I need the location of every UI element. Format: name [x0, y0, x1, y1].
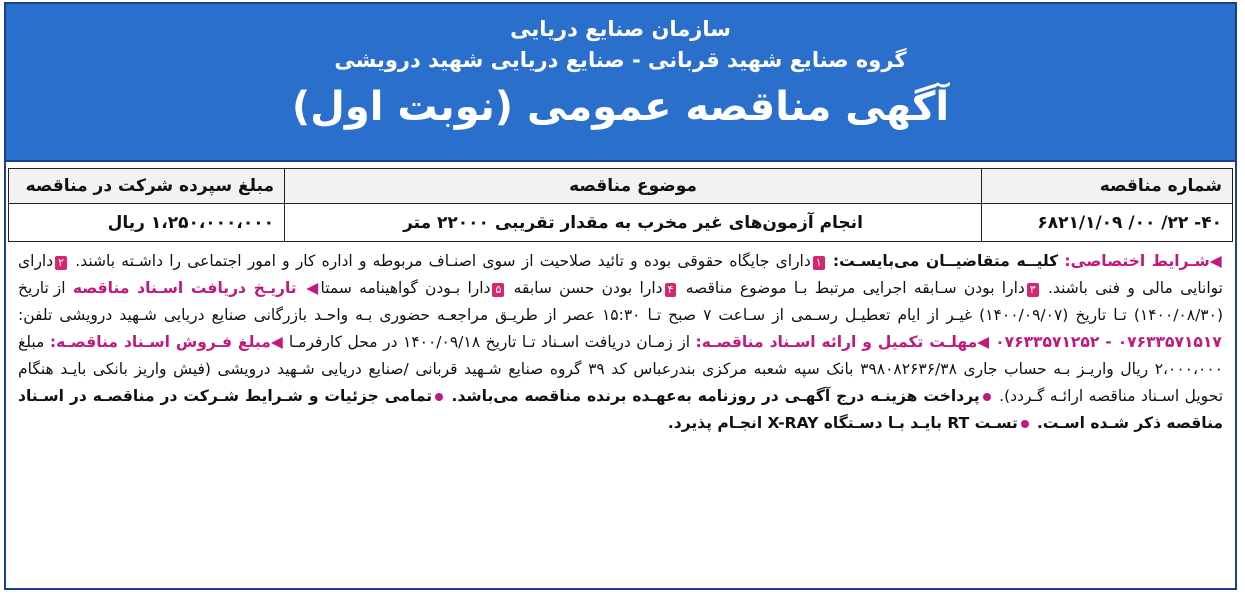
deadline-text: از زمـان دریافت اسـناد تـا تاریخ ۱۴۰۰/۰۹/۱۸ در محل کارفرمـا — [288, 333, 691, 351]
receipt-label: تاریـخ دریافت اسـناد مناقصه — [72, 279, 297, 297]
col-tender-subject: موضوع مناقصه — [285, 169, 982, 204]
condition-1: دارای جایگاه حقوقی بوده و تائید صلاحیت از سوی اصنـاف مربوطه و اداره کار و امور اجتماعی را داشـته باشند. — [75, 252, 811, 270]
tender-subject: انجام آزمون‌های غیر مخرب به مقدار تقریبی ۲۲۰۰۰ متر — [285, 204, 982, 242]
col-deposit: مبلغ سپرده شرکت در مناقصه — [9, 169, 285, 204]
condition-3: دارا بودن سـابقه اجرایی مرتبط بـا موضوع مناقصه — [685, 279, 1025, 297]
item-number-badge: ۲ — [55, 256, 67, 270]
table-header-row — [9, 169, 1233, 204]
note-details: تمامی جزئیات و شـرایط شـرکت در مناقصـه در اسـناد مناقصه ذکر شـده اسـت. — [18, 387, 1223, 432]
arrow-marker-icon: ◀ — [270, 333, 284, 351]
item-number-badge: ۱ — [813, 256, 825, 270]
conditions-label: شـرایط اختصاصی: — [1064, 252, 1210, 270]
item-number-badge: ۳ — [1027, 283, 1039, 297]
notice-body — [6, 242, 1235, 437]
arrow-marker-icon: ◀ — [977, 333, 990, 351]
sale-text: مبلغ ۲،۰۰۰،۰۰۰ ریال واریـز بـه حساب جاری ۳۹۸۰۸۲۶۳۶/۳۸ بانک سپه شعبه مرکزی بندرعباس کد ۳۹ گروه صنایع شـهید قربانی /صنایع دریایی شـهید درویشی (فیش واریز بانکی بایـد هنگام تحویل اسـناد مناقصه ارائـه گـردد). — [18, 333, 1224, 405]
bullet-icon — [1021, 420, 1029, 428]
note-rt-test: تسـت RT بایـد بـا دسـتگاه X-RAY انجـام پذیرد. — [667, 414, 1018, 432]
condition-2: دارای توانایی مالی و فنی باشند. — [18, 252, 1223, 297]
tender-table — [8, 168, 1233, 242]
receipt-text: از تاریخ (۱۴۰۰/۰۸/۳۰) تـا تاریخ (۱۴۰۰/۰۹/۰۷) غیـر از ایام تعطیـل رسـمی از سـاعت ۷ صبح تـا ۱۵:۳۰ عصر از طریـق مراجعـه حضوری بـه واحـد بازرگانی صنایع دریایی شـهید درویشی تلفن: — [18, 279, 1224, 324]
notice-header — [6, 4, 1235, 162]
conditions-intro: کلیــه متقاضیــان می‌بایسـت: — [832, 252, 1059, 270]
table-row — [9, 204, 1233, 242]
col-tender-number: شماره مناقصه — [982, 169, 1233, 204]
group-name: گروه صنایع شهید قربانی - صنایع دریایی شهید درویشی — [334, 48, 907, 72]
tender-notice — [4, 2, 1237, 590]
bullet-icon — [983, 393, 991, 401]
tender-number: ۴۰- ۲۲/ ۰۰/ ۶۸۲۱/۱/۰۹ — [982, 204, 1233, 242]
item-number-badge: ۴ — [665, 283, 677, 297]
arrow-marker-icon: ◀ — [303, 279, 321, 297]
bullet-icon — [435, 393, 443, 401]
condition-4: دارا بودن حسن سابقه — [513, 279, 663, 297]
item-number-badge: ۵ — [492, 283, 504, 297]
phone-numbers: ۰۷۶۳۳۵۷۱۵۱۷ - ۰۷۶۳۳۵۷۱۲۵۲ — [995, 333, 1222, 351]
condition-5: دارا بـودن گواهینامه سمتا — [320, 279, 491, 297]
sale-label: مبلغ فـروش اسـناد مناقصـه: — [49, 333, 271, 351]
notice-title: آگهی مناقصه عمومی (نوبت اول) — [291, 84, 950, 130]
note-ad-cost: پرداخت هزینـه درج آگهـی در روزنامه به‌عهـده برنده مناقصه می‌باشد. — [451, 387, 980, 405]
arrow-marker-icon: ◀ — [1209, 252, 1223, 270]
deposit-amount: ۱،۲۵۰،۰۰۰،۰۰۰ ریال — [9, 204, 285, 242]
deadline-label: مهلـت تکمیل و ارائه اسـناد مناقصـه: — [695, 333, 978, 351]
organization-name: سازمان صنایع دریایی — [510, 17, 731, 41]
